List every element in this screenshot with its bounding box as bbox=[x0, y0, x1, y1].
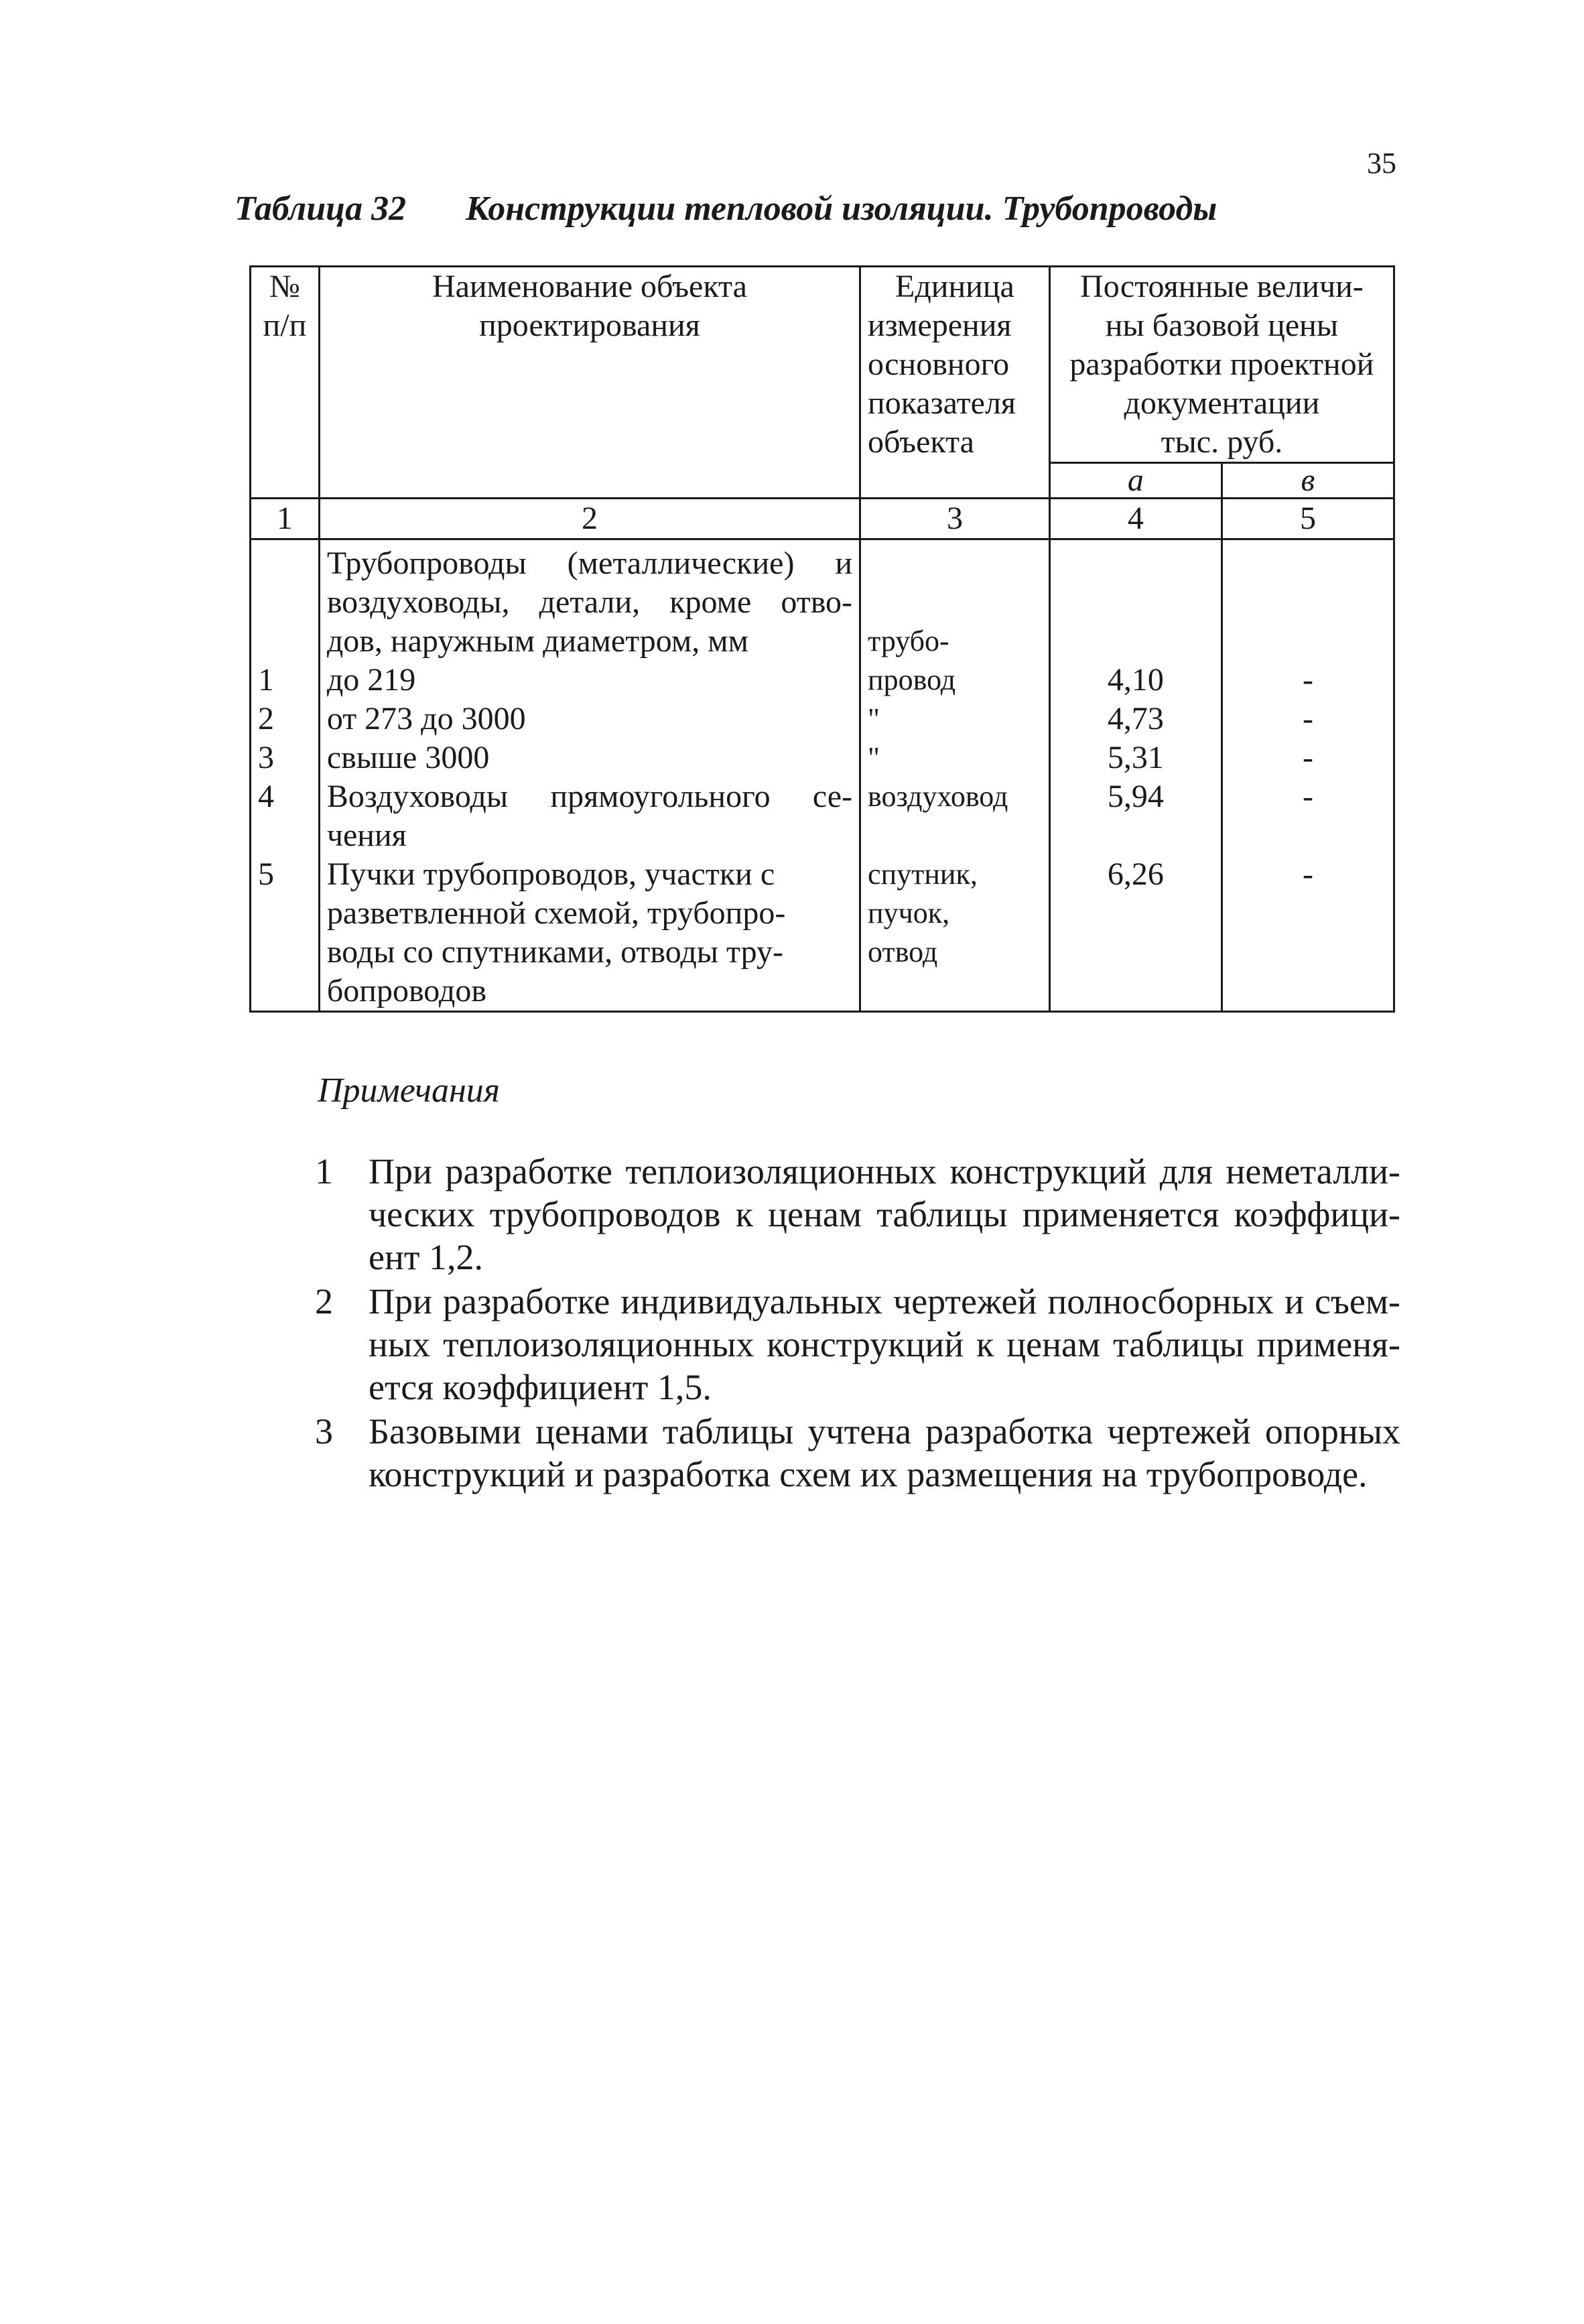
page-number: 35 bbox=[1367, 147, 1396, 180]
header-unit-line: Единица bbox=[895, 269, 1014, 304]
value-b bbox=[1230, 816, 1386, 855]
header-name-line: проектирования bbox=[479, 308, 700, 343]
price-table bbox=[249, 265, 1395, 1013]
value-a bbox=[1057, 816, 1214, 855]
value-b bbox=[1230, 933, 1386, 972]
row-number: 3 bbox=[258, 740, 274, 775]
note-line: ных теплоизоляционных конструкций к ценам таблицы применя- bbox=[369, 1324, 1400, 1364]
header-sub-b: в bbox=[1222, 463, 1394, 499]
column-index: 3 bbox=[860, 499, 1050, 539]
header-unit-line: объекта bbox=[868, 424, 974, 460]
row-number bbox=[258, 894, 312, 933]
unit-line bbox=[868, 583, 1042, 622]
value-a bbox=[1057, 972, 1214, 1011]
value-b: - bbox=[1302, 662, 1313, 698]
notes-list bbox=[315, 1150, 1400, 1497]
column-index: 4 bbox=[1049, 499, 1222, 539]
name-line: свыше 3000 bbox=[326, 740, 490, 775]
header-unit bbox=[860, 267, 1050, 499]
name-line: до 219 bbox=[326, 662, 416, 698]
header-num bbox=[251, 267, 320, 499]
header-name bbox=[319, 267, 860, 499]
header-price-line: разработки проектной bbox=[1069, 346, 1374, 382]
name-line: Воздуховоды прямоугольного се- bbox=[326, 779, 853, 814]
value-a: 4,10 bbox=[1107, 662, 1164, 698]
value-a: 4,73 bbox=[1107, 701, 1164, 736]
header-unit-line: показателя bbox=[868, 385, 1016, 421]
header-num-line: № bbox=[269, 269, 300, 304]
unit-line: спутник, bbox=[868, 858, 978, 891]
row-number bbox=[258, 583, 312, 622]
value-b-column bbox=[1222, 539, 1394, 1012]
note-line: При разработке индивидуальных чертежей полносборных и съем- bbox=[369, 1281, 1400, 1321]
header-price bbox=[1049, 267, 1394, 463]
value-a bbox=[1057, 622, 1214, 661]
row-number: 5 bbox=[258, 856, 274, 892]
note-item bbox=[315, 1410, 1400, 1496]
unit-line: " bbox=[868, 741, 880, 774]
note-line: конструкций и разработка схем их размещения на трубопроводе. bbox=[369, 1454, 1368, 1494]
note-line: ется коэффициент 1,5. bbox=[369, 1367, 712, 1407]
value-a: 5,94 bbox=[1107, 779, 1164, 814]
note-line: ент 1,2. bbox=[369, 1237, 483, 1277]
header-price-line: Постоянные величи- bbox=[1080, 269, 1364, 304]
unit-line bbox=[868, 816, 1042, 855]
header-price-line: ны базовой цены bbox=[1105, 308, 1339, 343]
note-line: При разработке теплоизоляционных конструкций для неметалли- bbox=[369, 1151, 1400, 1191]
unit-line bbox=[868, 544, 1042, 583]
header-price-line: документации bbox=[1124, 385, 1320, 421]
name-line: воздуховоды, детали, кроме отво- bbox=[326, 584, 853, 620]
row-number bbox=[258, 622, 312, 661]
header-unit-line: измерения bbox=[868, 308, 1012, 343]
row-number bbox=[258, 972, 312, 1011]
note-text bbox=[369, 1150, 1400, 1279]
note-line: Базовыми ценами таблицы учтена разработка чертежей опорных bbox=[369, 1411, 1400, 1451]
unit-line: " bbox=[868, 702, 880, 735]
name-line: Трубопроводы (металлические) и bbox=[326, 545, 853, 581]
value-b: - bbox=[1302, 856, 1313, 892]
unit-line: провод bbox=[868, 663, 956, 696]
value-a-column bbox=[1049, 539, 1222, 1012]
name-column bbox=[319, 539, 860, 1012]
value-b bbox=[1230, 544, 1386, 583]
name-line: дов, наружным диаметром, мм bbox=[326, 623, 748, 659]
unit-line: пучок, bbox=[868, 897, 950, 929]
value-b: - bbox=[1302, 779, 1313, 814]
header-num-line: п/п bbox=[263, 308, 307, 343]
row-number: 1 bbox=[258, 662, 274, 698]
value-a: 5,31 bbox=[1107, 740, 1164, 775]
table-caption bbox=[235, 189, 1217, 229]
unit-line: отвод bbox=[868, 935, 938, 968]
note-line: ческих трубопроводов к ценам таблицы применяется коэффици- bbox=[369, 1194, 1400, 1234]
value-b bbox=[1230, 972, 1386, 1011]
unit-line: воздуховод bbox=[868, 780, 1008, 813]
name-line: воды со спутниками, отводы тру- bbox=[326, 934, 783, 970]
note-item bbox=[315, 1280, 1400, 1409]
note-text bbox=[369, 1410, 1400, 1496]
unit-line bbox=[868, 972, 1042, 1011]
header-row bbox=[251, 267, 1394, 463]
table-title: Конструкции тепловой изоляции. Трубопроводы bbox=[466, 190, 1217, 228]
unit-column bbox=[860, 539, 1050, 1012]
name-line: от 273 до 3000 bbox=[326, 701, 526, 736]
column-index: 2 bbox=[319, 499, 860, 539]
value-b bbox=[1230, 583, 1386, 622]
column-index: 1 bbox=[251, 499, 320, 539]
table-body-row bbox=[251, 539, 1394, 1012]
value-a bbox=[1057, 894, 1214, 933]
note-text bbox=[369, 1280, 1400, 1409]
name-line: Пучки трубопроводов, участки с bbox=[326, 856, 775, 892]
name-line: бопроводов bbox=[326, 973, 486, 1009]
value-a bbox=[1057, 583, 1214, 622]
value-a bbox=[1057, 933, 1214, 972]
header-price-line: тыс. руб. bbox=[1161, 424, 1283, 460]
value-b: - bbox=[1302, 740, 1313, 775]
value-b bbox=[1230, 622, 1386, 661]
header-unit-line: основного bbox=[868, 346, 1010, 382]
note-number: 2 bbox=[315, 1281, 333, 1321]
name-line: чения bbox=[326, 818, 407, 853]
note-number: 1 bbox=[315, 1151, 333, 1191]
number-column bbox=[251, 539, 320, 1012]
column-index-row bbox=[251, 499, 1394, 539]
notes-title: Примечания bbox=[318, 1072, 500, 1110]
name-line: разветвленной схемой, трубопро- bbox=[326, 895, 786, 931]
value-b bbox=[1230, 894, 1386, 933]
unit-line: трубо- bbox=[868, 625, 949, 657]
row-number: 2 bbox=[258, 701, 274, 736]
row-number: 4 bbox=[258, 779, 274, 814]
row-number bbox=[258, 816, 312, 855]
column-index: 5 bbox=[1222, 499, 1394, 539]
row-number bbox=[258, 544, 312, 583]
header-sub-a: а bbox=[1049, 463, 1222, 499]
value-b: - bbox=[1302, 701, 1313, 736]
table-number: Таблица 32 bbox=[235, 190, 407, 228]
note-item bbox=[315, 1150, 1400, 1279]
row-number bbox=[258, 933, 312, 972]
value-a bbox=[1057, 544, 1214, 583]
value-a: 6,26 bbox=[1107, 856, 1164, 892]
note-number: 3 bbox=[315, 1411, 333, 1451]
header-name-line: Наименование объекта bbox=[432, 269, 747, 304]
